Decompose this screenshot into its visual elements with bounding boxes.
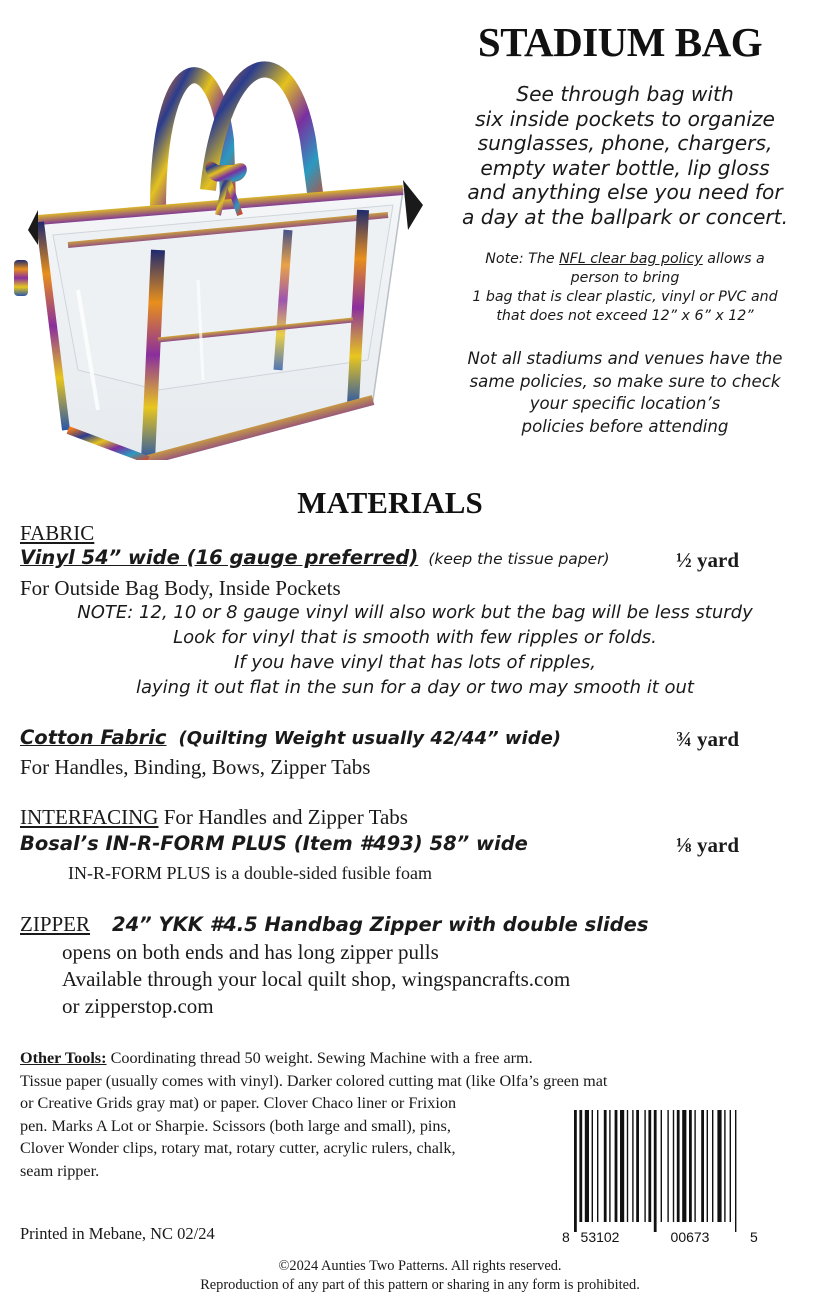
interfacing-label: INTERFACING [20, 805, 159, 829]
barcode-bar [636, 1110, 639, 1222]
barcode-bar [689, 1110, 692, 1222]
intro-line: and anything else you need for [467, 180, 783, 204]
barcode-bar [667, 1110, 668, 1222]
copyright: ©2024 Aunties Two Patterns. All rights reserved. [278, 1258, 562, 1274]
vinyl-row [20, 546, 610, 569]
tools-line: Clover Wonder clips, rotary mat, rotary cutter, acrylic rulers, chalk, [20, 1139, 456, 1158]
interfacing-quantity: ⅛ yard [676, 833, 739, 857]
tools-text: Coordinating thread 50 weight. Sewing Machine with a free arm. [106, 1049, 533, 1067]
intro-line: empty water bottle, lip gloss [480, 155, 770, 180]
venue-policy-note [430, 348, 820, 438]
vinyl-use: For Outside Bag Body, Inside Pockets [20, 576, 341, 600]
zipper-label: ZIPPER [20, 912, 91, 936]
barcode-bar [644, 1110, 645, 1222]
zipper-line: or zipperstop.com [62, 994, 214, 1018]
barcode-bar [673, 1110, 674, 1222]
barcode-bar [597, 1110, 598, 1222]
nfl-note-line: 1 bag that is clear plastic, vinyl or PVC and [472, 289, 778, 305]
policy-line: policies before attending [521, 416, 729, 436]
barcode-bar [717, 1110, 721, 1222]
policy-line: same policies, so make sure to check [469, 371, 781, 391]
barcode-bars [574, 1110, 736, 1232]
barcode-bar [604, 1110, 607, 1222]
barcode-bar [579, 1110, 582, 1222]
cotton-quantity: ¾ yard [676, 727, 739, 751]
policy-line: Not all stadiums and venues have the [467, 349, 783, 368]
cotton-use: For Handles, Binding, Bows, Zipper Tabs [20, 755, 371, 779]
zipper-line: Available through your local quilt shop, wingspancrafts.com [62, 967, 571, 991]
barcode-digit-last: 5 [750, 1229, 758, 1245]
policy-line: your specific location’s [529, 394, 721, 413]
tools-label: Other Tools: [20, 1049, 107, 1067]
barcode-bar [609, 1110, 610, 1222]
vinyl-note-line: If you have vinyl that has lots of ripples, [234, 652, 596, 673]
intro-line: a day at the ballpark or concert. [461, 204, 789, 229]
fabric-label: FABRIC [20, 521, 95, 545]
tools-line: or Creative Grids gray mat) or paper. Clover Chaco liner or Frixion [20, 1094, 457, 1113]
intro-line: See through bag with [516, 82, 734, 106]
note-prefix: Note: The [485, 251, 560, 267]
materials-heading: MATERIALS [297, 485, 483, 520]
barcode-bar [694, 1110, 695, 1222]
barcode [560, 1108, 760, 1248]
nfl-note-line: that does not exceed 12” x 6” x 12” [496, 308, 754, 324]
interfacing-row [20, 805, 408, 830]
barcode-digits-right: 00673 [670, 1229, 710, 1245]
barcode-bar [648, 1110, 651, 1222]
zipper-row [20, 912, 648, 937]
cotton-detail: (Quilting Weight usually 42/44” wide) [178, 728, 562, 749]
barcode-bar [661, 1110, 662, 1222]
zipper-product: 24” YKK #4.5 Handbag Zipper with double slides [112, 913, 649, 936]
intro-line: sunglasses, phone, chargers, [477, 131, 773, 155]
barcode-bar [730, 1110, 731, 1222]
tools-line: Tissue paper (usually comes with vinyl). Darker colored cutting mat (like Olfa’s green mat [20, 1071, 608, 1090]
interfacing-product: Bosal’s IN-R-FORM PLUS (Item #493) 58” wide [20, 832, 528, 855]
tools-line: seam ripper. [20, 1161, 100, 1180]
interfacing-description: IN-R-FORM PLUS is a double-sided fusible foam [68, 863, 432, 883]
vinyl-quantity: ½ yard [676, 548, 739, 572]
barcode-bar [574, 1110, 577, 1232]
reproduction-notice: Reproduction of any part of this pattern or sharing in any form is prohibited. [200, 1277, 640, 1293]
nfl-note [430, 250, 820, 326]
vinyl-note-line: Look for vinyl that is smooth with few ripples or folds. [173, 627, 657, 648]
barcode-bar [654, 1110, 657, 1232]
nfl-note-line: person to bring [570, 270, 680, 286]
tools-line: pen. Marks A Lot or Sharpie. Scissors (both large and small), pins, [20, 1116, 451, 1135]
barcode-bar [707, 1110, 708, 1222]
barcode-bar [585, 1110, 589, 1222]
barcode-bar [632, 1110, 633, 1222]
barcode-digits-left: 53102 [580, 1229, 620, 1245]
nfl-note-first-line [430, 250, 820, 269]
barcode-bar [701, 1110, 704, 1222]
stadium-bag-photo [8, 30, 428, 460]
barcode-bar [682, 1110, 686, 1222]
intro-description [430, 82, 820, 229]
barcode-digit-first: 8 [562, 1229, 570, 1245]
vinyl-aside: (keep the tissue paper) [428, 550, 610, 568]
barcode-bar [615, 1110, 618, 1222]
cotton-name: Cotton Fabric [20, 726, 167, 749]
barcode-bar [712, 1110, 713, 1222]
barcode-bar [627, 1110, 628, 1222]
barcode-bar [724, 1110, 725, 1222]
tools-line [20, 1047, 780, 1070]
zipper-line: opens on both ends and has long zipper pulls [62, 940, 439, 964]
vinyl-note-line: NOTE: 12, 10 or 8 gauge vinyl will also work but the bag will be less sturdy [77, 602, 753, 623]
vinyl-name: Vinyl 54” wide (16 gauge preferred) [20, 546, 419, 569]
barcode-bar [592, 1110, 593, 1222]
nfl-policy-link[interactable]: NFL clear bag policy [559, 251, 703, 267]
barcode-bar [620, 1110, 624, 1222]
barcode-bar [735, 1110, 736, 1232]
cotton-row [20, 726, 561, 749]
vinyl-note-line: laying it out flat in the sun for a day or two may smooth it out [136, 677, 694, 698]
page-title: STADIUM BAG [477, 19, 763, 65]
note-suffix: allows a [702, 251, 765, 267]
interfacing-use: For Handles and Zipper Tabs [158, 805, 408, 829]
barcode-bar [677, 1110, 680, 1222]
intro-line: six inside pockets to organize [475, 106, 775, 131]
printed-location: Printed in Mebane, NC 02/24 [20, 1224, 215, 1243]
